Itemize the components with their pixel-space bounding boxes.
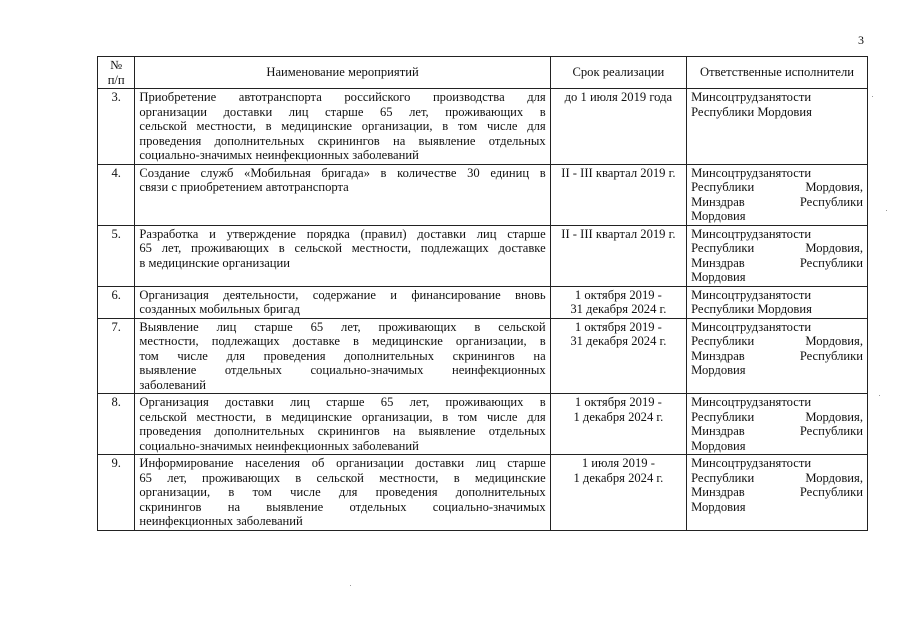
table-row xyxy=(98,318,868,394)
measure-name-cell xyxy=(135,89,550,165)
measure-name-line: Приобретение автотранспорта российского производства для xyxy=(139,90,546,104)
measure-name-line: 65 лет, проживающих в сельской местности, подлежащих доставке xyxy=(139,241,546,255)
measure-name-line: сельской местности, в медицинские организации, в том числе для xyxy=(139,119,546,133)
table-row xyxy=(98,225,868,286)
row-number: 5. xyxy=(98,225,135,286)
deadline-cell xyxy=(550,286,686,318)
responsible-cell xyxy=(687,394,868,455)
measure-name-line: проведения дополнительных скринингов на выявление отдельных xyxy=(139,424,546,438)
measure-name-line: Разработка и утверждение порядка (правил) доставки лиц старше xyxy=(139,226,546,241)
measure-name-line: организации, в том числе для проведения дополнительных xyxy=(139,485,546,499)
table-row xyxy=(98,286,868,318)
responsible-line: Минздрав Республики xyxy=(691,255,863,270)
table-header-row xyxy=(98,57,868,89)
measure-name-cell xyxy=(135,164,550,225)
measure-name-line: Организация деятельности, содержание и финансирование вновь xyxy=(139,287,546,302)
measure-name-cell xyxy=(135,394,550,455)
measure-name-line: местности, подлежащих доставке в медицинские организации, в xyxy=(139,334,546,348)
measure-name-line: социально-значимых неинфекционных заболеваний xyxy=(139,438,419,453)
deadline-line: 1 октября 2019 - xyxy=(574,319,662,334)
responsible-line: Минсоцтрудзанятости xyxy=(691,90,812,104)
responsible-cell xyxy=(687,164,868,225)
deadline-line: 1 октября 2019 - xyxy=(574,287,662,302)
responsible-line: Мордовия xyxy=(691,270,746,284)
responsible-line: Мордовия xyxy=(691,438,746,453)
row-number: 9. xyxy=(98,455,135,531)
responsible-line: Минсоцтрудзанятости xyxy=(691,165,812,180)
row-number: 4. xyxy=(98,164,135,225)
deadline-cell xyxy=(550,394,686,455)
responsible-line: Республики Мордовия xyxy=(691,104,812,119)
table-row xyxy=(98,394,868,455)
responsible-cell xyxy=(687,286,868,318)
responsible-line: Мордовия xyxy=(691,209,746,223)
responsible-line: Минздрав Республики xyxy=(691,194,863,209)
table-row xyxy=(98,89,868,165)
measures-table xyxy=(97,56,868,531)
scan-speck xyxy=(886,210,887,211)
responsible-line: Республики Мордовия xyxy=(691,302,812,316)
responsible-cell xyxy=(687,89,868,165)
deadline-cell xyxy=(550,89,686,165)
responsible-line: Минздрав Республики xyxy=(691,485,863,499)
measure-name-line: в медицинские организации xyxy=(139,255,291,270)
measure-name-line: сельской местности, в медицинские организации, в том числе для xyxy=(139,409,546,424)
deadline-cell xyxy=(550,164,686,225)
measure-name-cell xyxy=(135,318,550,394)
row-number: 6. xyxy=(98,286,135,318)
measure-name-cell xyxy=(135,286,550,318)
measure-name-line: Выявление лиц старше 65 лет, проживающих в сельской xyxy=(139,319,546,334)
scan-speck xyxy=(350,585,351,586)
scan-speck xyxy=(872,96,873,97)
page-number: 3 xyxy=(858,33,864,47)
deadline-line: II - III квартал 2019 г. xyxy=(561,226,676,241)
responsible-cell xyxy=(687,225,868,286)
header-number-line-1: № xyxy=(110,58,123,72)
responsible-line: Минсоцтрудзанятости xyxy=(691,226,812,241)
responsible-line: Минздрав Республики xyxy=(691,424,863,438)
header-deadline: Срок реализации xyxy=(550,57,686,89)
responsible-line: Минздрав Республики xyxy=(691,348,863,363)
row-number: 8. xyxy=(98,394,135,455)
measure-name-line: Создание служб «Мобильная бригада» в количестве 30 единиц в xyxy=(139,165,546,180)
responsible-line: Республики Мордовия, xyxy=(691,409,863,424)
responsible-line: Республики Мордовия, xyxy=(691,180,863,194)
deadline-line: 1 октября 2019 - xyxy=(574,395,662,409)
deadline-line: 31 декабря 2024 г. xyxy=(570,334,667,348)
row-number: 3. xyxy=(98,89,135,165)
measure-name-line: Организация доставки лиц старше 65 лет, проживающих в xyxy=(139,395,546,409)
scan-speck xyxy=(879,395,880,396)
measure-name-line: связи с приобретением автотранспорта xyxy=(139,180,349,194)
deadline-line: 1 декабря 2024 г. xyxy=(573,409,664,424)
responsible-cell xyxy=(687,455,868,531)
deadline-line: II - III квартал 2019 г. xyxy=(561,165,676,180)
responsible-line: Республики Мордовия, xyxy=(691,470,863,485)
measure-name-cell xyxy=(135,455,550,531)
table-row xyxy=(98,455,868,531)
responsible-line: Мордовия xyxy=(691,363,746,377)
measure-name-line: выявление отдельных социально-значимых неинфекционных xyxy=(139,363,546,377)
responsible-line: Республики Мордовия, xyxy=(691,334,863,348)
responsible-cell xyxy=(687,318,868,394)
deadline-line: 31 декабря 2024 г. xyxy=(570,302,667,316)
row-number: 7. xyxy=(98,318,135,394)
measure-name-line: скринингов на выявление отдельных социально-значимых xyxy=(139,499,546,514)
header-responsible: Ответственные исполнители xyxy=(687,57,868,89)
header-measure-name: Наименование мероприятий xyxy=(135,57,550,89)
deadline-line: 1 июля 2019 - xyxy=(581,456,655,470)
measure-name-cell xyxy=(135,225,550,286)
deadline-cell xyxy=(550,455,686,531)
responsible-line: Минсоцтрудзанятости xyxy=(691,456,812,470)
deadline-line: до 1 июля 2019 года xyxy=(564,90,673,104)
responsible-line: Минсоцтрудзанятости xyxy=(691,395,812,409)
measure-name-line: 65 лет, проживающих в сельской местности, в медицинские xyxy=(139,470,546,485)
responsible-line: Минсоцтрудзанятости xyxy=(691,319,812,334)
header-number-line-2: п/п xyxy=(107,72,125,87)
measure-name-line: организации доставки лиц старше 65 лет, проживающих в xyxy=(139,104,546,119)
deadline-line: 1 декабря 2024 г. xyxy=(573,470,664,485)
measure-name-line: Информирование населения об организации доставки лиц старше xyxy=(139,456,546,470)
measure-name-line: том числе для проведения дополнительных скринингов на xyxy=(139,348,546,363)
responsible-line: Минсоцтрудзанятости xyxy=(691,287,812,302)
deadline-cell xyxy=(550,318,686,394)
responsible-line: Республики Мордовия, xyxy=(691,241,863,255)
measure-name-line: проведения дополнительных скринингов на выявление отдельных xyxy=(139,133,546,148)
table-row xyxy=(98,164,868,225)
measure-name-line: созданных мобильных бригад xyxy=(139,302,301,316)
deadline-cell xyxy=(550,225,686,286)
responsible-line: Мордовия xyxy=(691,499,746,514)
measure-name-line: заболеваний xyxy=(139,377,206,392)
measure-name-line: неинфекционных заболеваний xyxy=(139,514,303,528)
measure-name-line: социально-значимых неинфекционных заболеваний xyxy=(139,148,419,162)
header-number xyxy=(98,57,135,89)
